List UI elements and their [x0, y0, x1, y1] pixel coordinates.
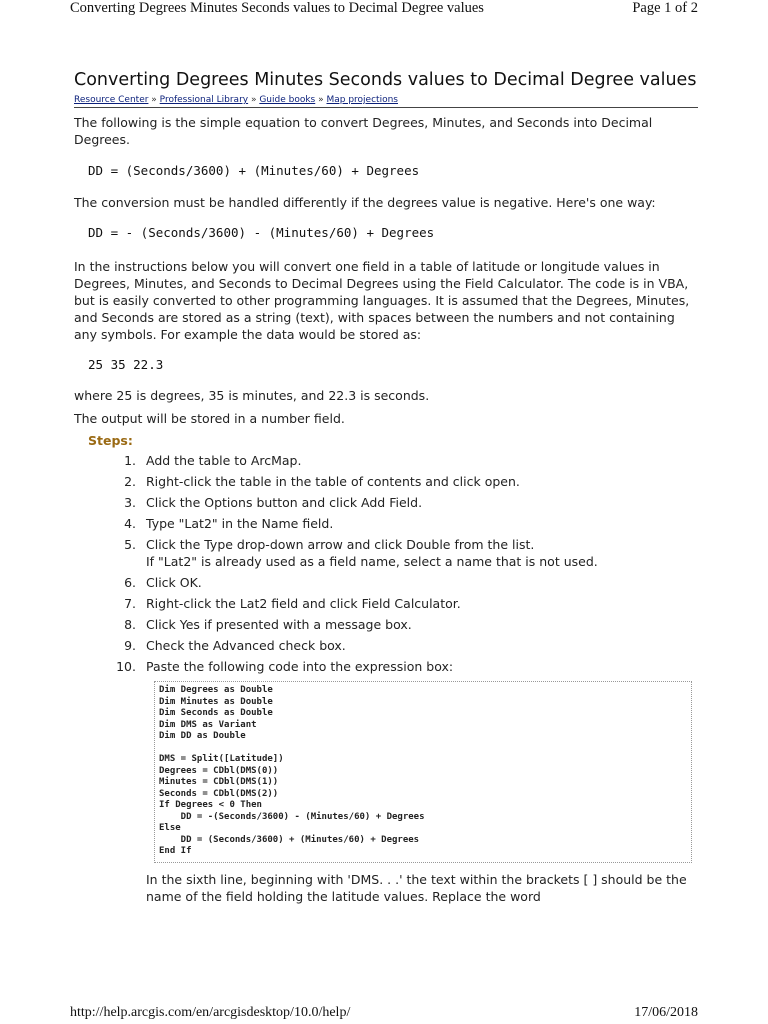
step-text: Add the table to ArcMap. [146, 453, 302, 468]
code-line: If Degrees < 0 Then [159, 800, 262, 810]
step-item [74, 473, 698, 490]
code-line: Dim Degrees as Double [159, 685, 273, 695]
footer-date: 17/06/2018 [634, 1005, 698, 1020]
footer-url: http://help.arcgis.com/en/arcgisdesktop/10.0/help/ [70, 1005, 351, 1020]
breadcrumb-separator: » [248, 95, 260, 105]
breadcrumb-link-professional-library[interactable]: Professional Library [159, 95, 249, 105]
code-line: Dim DMS as Variant [159, 719, 257, 730]
instructions-paragraph: In the instructions below you will convert one field in a table of latitude or longitude values in Degrees, Minutes, and Seconds to Decimal Degrees using the Field Calculator. The code is in VBA, but is easily converted to other programming languages. It is assumed that the Degrees, Minutes, and Seconds are stored as a string (text), with spaces between the numbers and not containing any symbols. For example the data would be stored as: [74, 259, 690, 342]
formula-negative: DD = - (Seconds/3600) - (Minutes/60) + Degrees [88, 225, 435, 240]
step-number: 2. [124, 474, 136, 489]
page-title: Converting Degrees Minutes Seconds values to Decimal Degree values [74, 70, 697, 90]
step-number: 1. [124, 453, 136, 468]
example-value: 25 35 22.3 [88, 357, 164, 372]
intro-paragraph: The following is the simple equation to convert Degrees, Minutes, and Seconds into Decimal Degrees. [74, 115, 653, 147]
step-text: Check the Advanced check box. [146, 638, 346, 653]
negative-note-paragraph: The conversion must be handled differently if the degrees value is negative. Here's one way: [74, 195, 656, 210]
code-line: End If [159, 846, 192, 856]
step-number: 6. [124, 575, 136, 590]
print-header [70, 0, 698, 22]
step-item [74, 574, 698, 591]
steps-list [74, 452, 698, 675]
step-item [74, 637, 698, 654]
output-note: The output will be stored in a number field. [74, 411, 345, 426]
code-line: DMS = Split([Latitude]) [159, 754, 284, 764]
step-item [74, 515, 698, 532]
example-explanation: where 25 is degrees, 35 is minutes, and 22.3 is seconds. [74, 388, 430, 403]
step-number: 3. [124, 495, 136, 510]
code-line: Dim Minutes as Double [159, 696, 273, 707]
step-number: 9. [124, 638, 136, 653]
step-text: Click Yes if presented with a message box. [146, 617, 412, 632]
article [74, 70, 698, 905]
step-item [74, 595, 698, 612]
code-line: Else [159, 823, 181, 833]
code-line: Dim Seconds as Double [159, 708, 273, 718]
breadcrumb [74, 94, 698, 108]
step-number: 7. [124, 596, 136, 611]
print-header-title: Converting Degrees Minutes Seconds values to Decimal Degree values [70, 0, 484, 16]
code-line: DD = (Seconds/3600) + (Minutes/60) + Degrees [159, 834, 420, 845]
step-text: Right-click the Lat2 field and click Field Calculator. [146, 596, 461, 611]
step-item [74, 658, 698, 675]
step-item [74, 616, 698, 633]
breadcrumb-link-map-projections[interactable]: Map projections [326, 95, 398, 105]
step-text: Click the Type drop-down arrow and click Double from the list. [146, 537, 535, 552]
step-subtext: If "Lat2" is already used as a field name, select a name that is not used. [146, 554, 598, 569]
step-number: 5. [124, 537, 136, 552]
step-number: 8. [124, 617, 136, 632]
breadcrumb-link-resource-center[interactable]: Resource Center [74, 95, 149, 105]
code-line: Minutes = CDbl(DMS(1)) [159, 777, 279, 787]
code-block[interactable] [154, 681, 692, 863]
breadcrumb-separator: » [148, 95, 160, 105]
formula-positive: DD = (Seconds/3600) + (Minutes/60) + Degrees [88, 163, 420, 178]
after-code-paragraph: In the sixth line, beginning with 'DMS. . .' the text within the brackets [ ] should be the name of the field holding the latitude values. Replace the word [146, 871, 687, 904]
step-text: Click OK. [146, 575, 202, 590]
code-line: Dim DD as Double [159, 731, 246, 741]
steps-heading: Steps: [88, 433, 133, 448]
step-item [74, 494, 698, 511]
step-text: Right-click the table in the table of contents and click open. [146, 474, 520, 489]
breadcrumb-separator: » [315, 95, 327, 105]
step-item [74, 536, 698, 570]
step-text: Paste the following code into the expression box: [146, 659, 454, 674]
code-line: Seconds = CDbl(DMS(2)) [159, 788, 279, 799]
step-number: 10. [116, 659, 136, 674]
step-text: Click the Options button and click Add Field. [146, 495, 423, 510]
page-number: Page 1 of 2 [632, 0, 698, 16]
breadcrumb-link-guide-books[interactable]: Guide books [259, 95, 316, 105]
step-text: Type "Lat2" in the Name field. [146, 516, 334, 531]
step-number: 4. [124, 516, 136, 531]
code-line: DD = -(Seconds/3600) - (Minutes/60) + Degrees [159, 811, 425, 822]
code-line: Degrees = CDbl(DMS(0)) [159, 765, 279, 776]
step-item [74, 452, 698, 469]
code-line-blank [159, 743, 687, 755]
